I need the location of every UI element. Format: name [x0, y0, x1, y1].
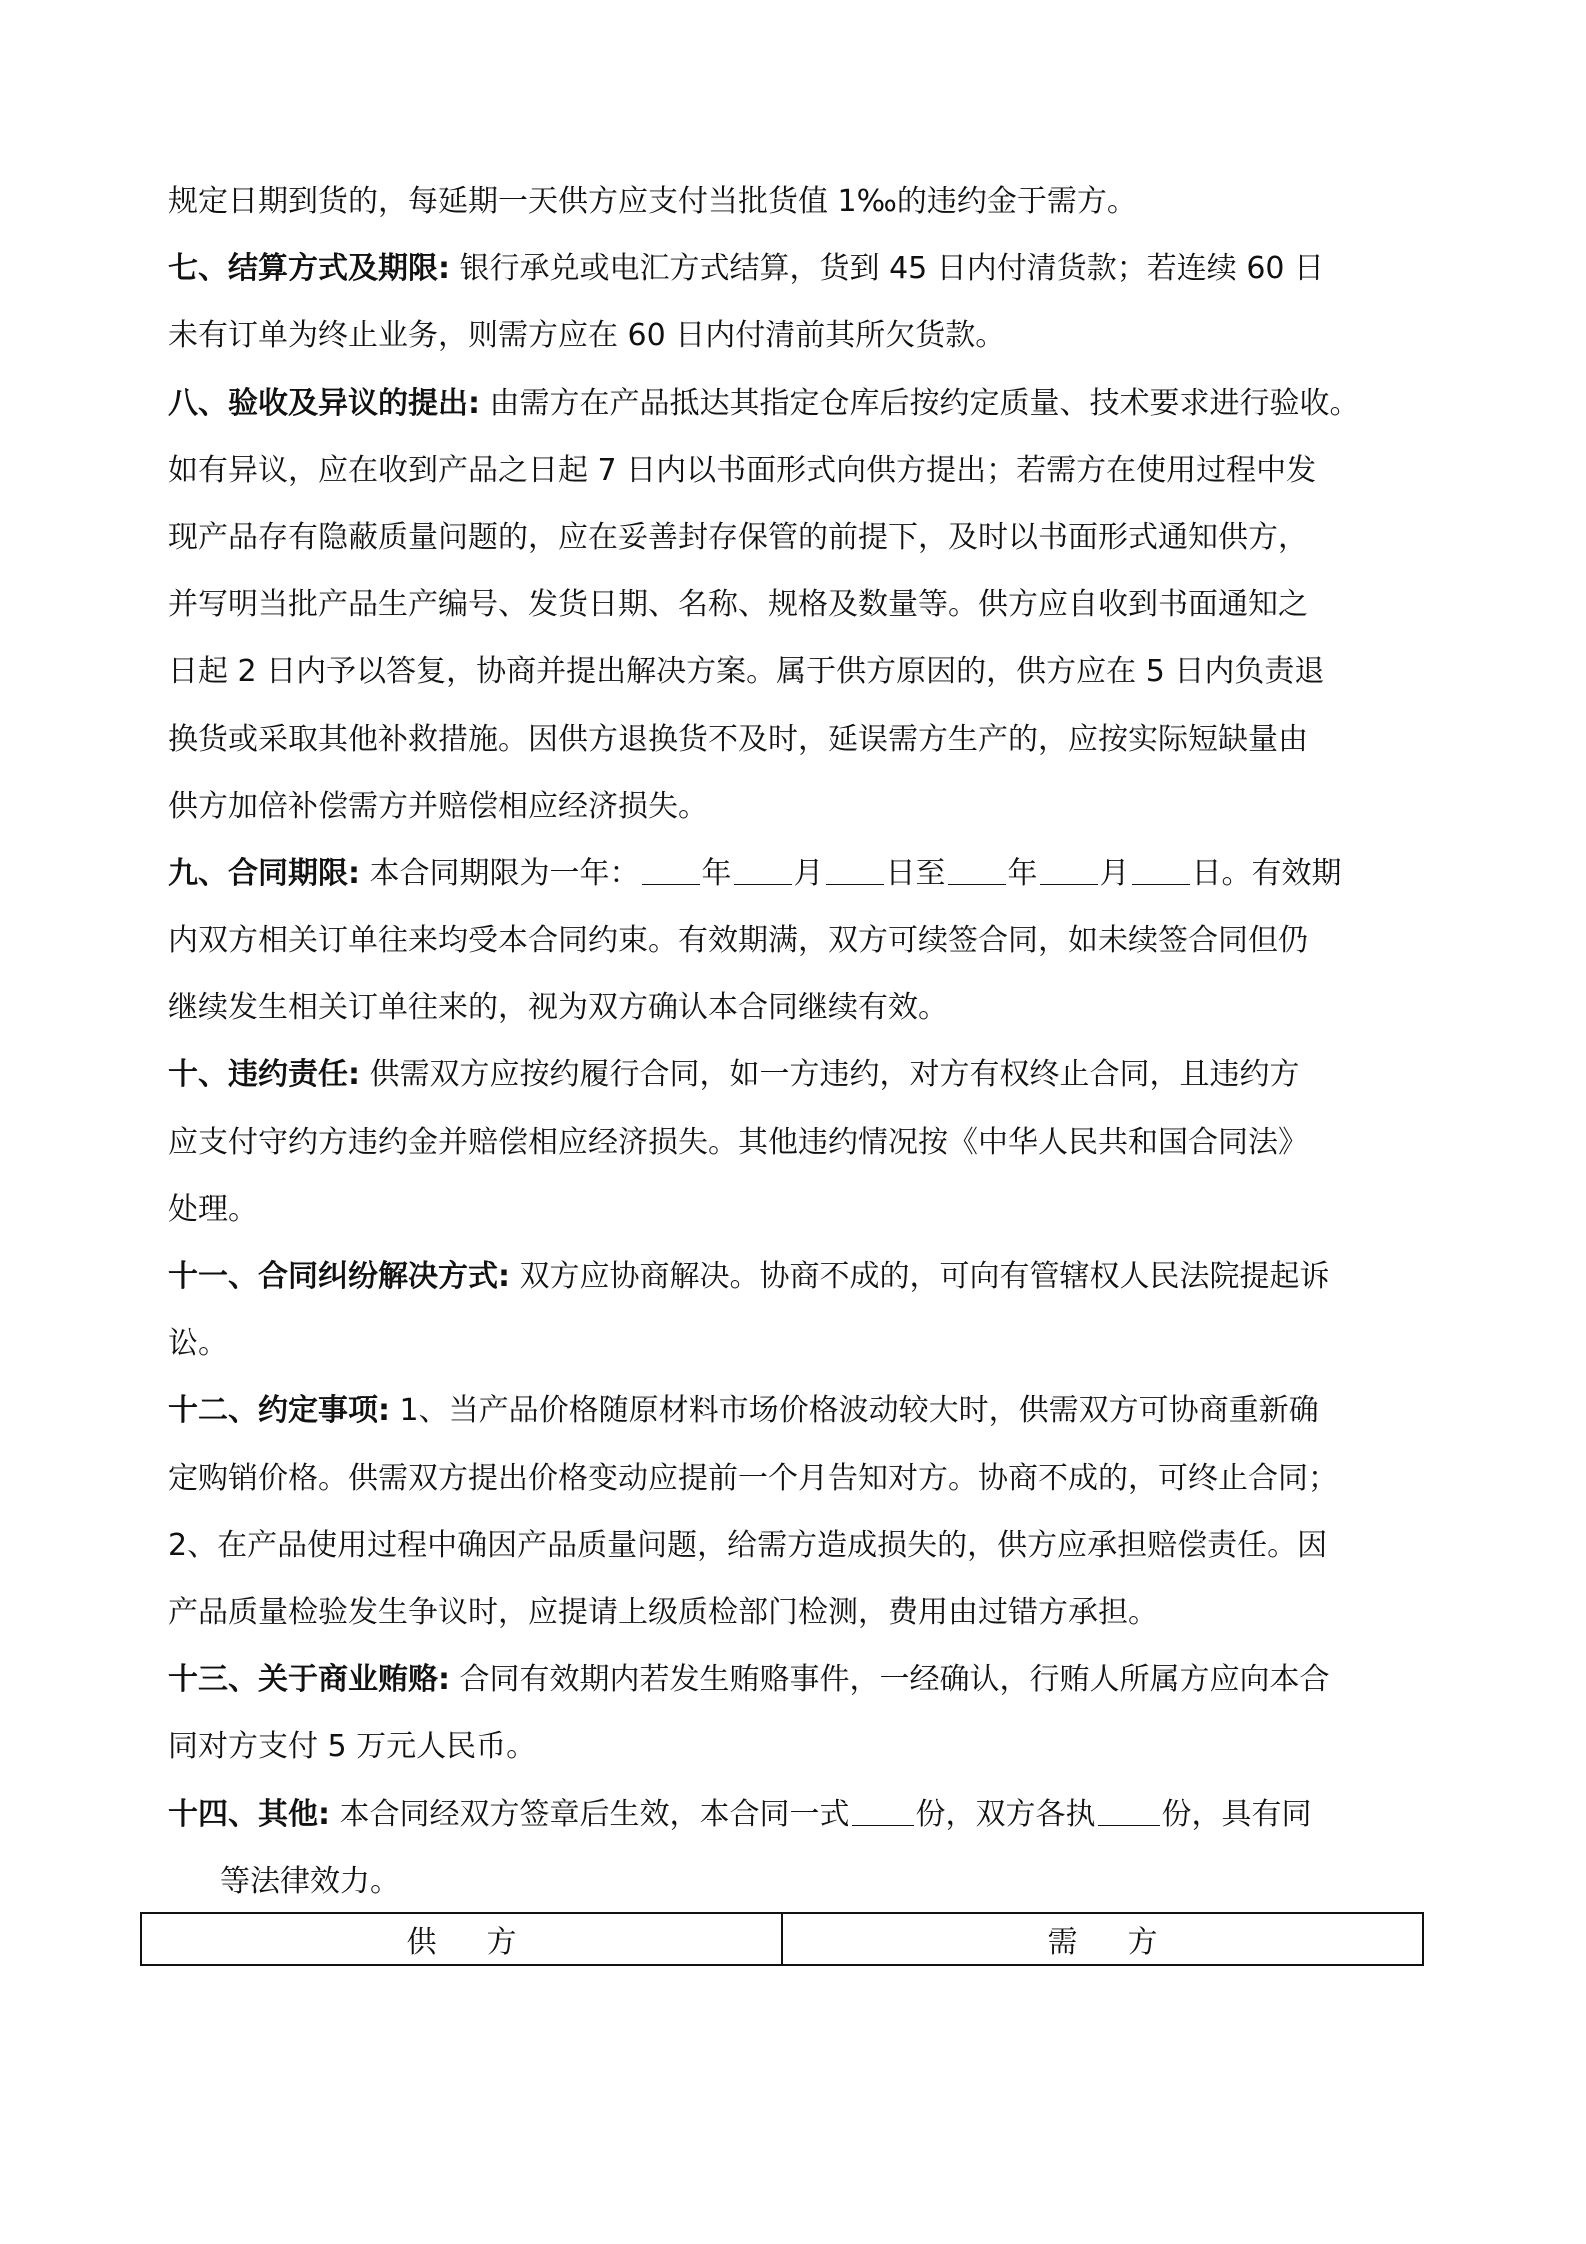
text-line: 产品质量检验发生争议时，应提请上级质检部门检测，费用由过错方承担。: [168, 1594, 1158, 1630]
clause-heading: 八、验收及异议的提出:: [168, 385, 480, 421]
day-label: 日至: [885, 855, 946, 891]
text-line: 应支付守约方违约金并赔偿相应经济损失。其他违约情况按《中华人民共和国合同法》: [168, 1124, 1308, 1160]
clause-text: 供需双方应按约履行合同，如一方违约，对方有权终止合同，且违约方: [360, 1057, 1300, 1093]
text-line: [168, 235, 1424, 302]
text-line: 讼。: [168, 1326, 228, 1362]
blank-end-month[interactable]: [1040, 854, 1098, 885]
blank-start-day[interactable]: [826, 854, 884, 885]
blank-each-count[interactable]: [1098, 1795, 1160, 1826]
text-line: 2、在产品使用过程中确因产品质量问题，给需方造成损失的，供方应承担赔偿责任。因: [168, 1527, 1328, 1563]
clause-text: 份，双方各执: [915, 1796, 1096, 1832]
clause-text: 银行承兑或电汇方式结算，货到 45 日内付清货款；若连续 60 日: [450, 251, 1325, 287]
text-line: 现产品存有隐蔽质量问题的，应在妥善封存保管的前提下，及时以书面形式通知供方，: [168, 519, 1308, 555]
day-label: 日。有效期: [1191, 855, 1342, 891]
text-line: [168, 1646, 1424, 1713]
text-line: 定购销价格。供需双方提出价格变动应提前一个月告知对方。协商不成的，可终止合同；: [168, 1460, 1338, 1496]
supplier-cell: 供方: [141, 1913, 782, 1965]
buyer-cell: 需方: [782, 1913, 1423, 1965]
clause-8-acceptance: [168, 370, 1424, 840]
blank-end-year[interactable]: [948, 854, 1006, 885]
text-line: 供方加倍补偿需方并赔偿相应经济损失。: [168, 788, 708, 824]
clause-14-other: [168, 1781, 1424, 1915]
month-label: 月: [1099, 855, 1130, 891]
text-line: [168, 1243, 1424, 1310]
blank-copy-count[interactable]: [852, 1795, 914, 1826]
clause-heading: 十二、约定事项:: [168, 1393, 390, 1429]
table-row: [141, 1913, 1423, 1965]
year-label: 年: [701, 855, 732, 891]
text-line: 未有订单为终止业务，则需方应在 60 日内付清前其所欠货款。: [168, 318, 1006, 354]
text-line: 内双方相关订单往来均受本合同约束。有效期满，双方可续签合同，如未续签合同但仍: [168, 923, 1308, 959]
clause-text: 份，具有同: [1161, 1796, 1312, 1832]
clause-6-continued: [168, 168, 1424, 235]
text-line: 同对方支付 5 万元人民币。: [168, 1729, 537, 1765]
clause-13-bribery: [168, 1646, 1424, 1780]
clause-text: 合同有效期内若发生贿赂事件，一经确认，行贿人所属方应向本合: [450, 1662, 1330, 1698]
text-line: 规定日期到货的，每延期一天供方应支付当批货值 1‰的违约金于需方。: [168, 184, 1137, 219]
party-signature-table: [140, 1912, 1424, 1966]
clause-heading: 十一、合同纠纷解决方式:: [168, 1259, 510, 1294]
clause-heading: 十四、其他:: [168, 1796, 330, 1832]
text-line: 继续发生相关订单往来的，视为双方确认本合同继续有效。: [168, 990, 948, 1026]
clause-heading: 九、合同期限:: [168, 855, 360, 891]
blank-start-year[interactable]: [642, 854, 700, 885]
clause-heading: 十、违约责任:: [168, 1057, 360, 1093]
year-label: 年: [1007, 855, 1038, 891]
clause-text: 由需方在产品抵达其指定仓库后按约定质量、技术要求进行验收。: [480, 385, 1360, 421]
clause-11-dispute: [168, 1243, 1424, 1377]
text-line: 并写明当批产品生产编号、发货日期、名称、规格及数量等。供方应自收到书面通知之: [168, 587, 1308, 623]
text-line: [168, 1377, 1424, 1444]
clause-text: 双方应协商解决。协商不成的，可向有管辖权人民法院提起诉: [510, 1259, 1330, 1294]
text-line: [168, 840, 1424, 907]
clause-heading: 十三、关于商业贿赂:: [168, 1662, 450, 1698]
contract-body: [168, 168, 1424, 1915]
text-line: [168, 1041, 1424, 1108]
text-line: 如有异议，应在收到产品之日起 7 日内以书面形式向供方提出；若需方在使用过程中发: [168, 452, 1317, 488]
clause-9-term: [168, 840, 1424, 1042]
blank-start-month[interactable]: [734, 854, 792, 885]
text-line: 日起 2 日内予以答复，协商并提出解决方案。属于供方原因的，供方应在 5 日内负责退: [168, 654, 1325, 690]
clause-heading: 七、结算方式及期限:: [168, 251, 450, 287]
month-label: 月: [793, 855, 824, 891]
clause-text: 本合同期限为一年：: [360, 855, 640, 891]
text-line: [168, 370, 1424, 437]
clause-text: 1、当产品价格随原材料市场价格波动较大时，供需双方可协商重新确: [390, 1393, 1319, 1429]
blank-end-day[interactable]: [1132, 854, 1190, 885]
text-line: 处理。: [168, 1191, 258, 1227]
clause-12-agreements: [168, 1377, 1424, 1646]
text-line: 等法律效力。: [220, 1863, 400, 1899]
text-line: [168, 1781, 1424, 1848]
clause-text: 本合同经双方签章后生效，本合同一式: [330, 1796, 850, 1832]
clause-7-settlement: [168, 235, 1424, 369]
clause-10-liability: [168, 1041, 1424, 1243]
text-line: 换货或采取其他补救措施。因供方退换货不及时，延误需方生产的，应按实际短缺量由: [168, 721, 1308, 757]
